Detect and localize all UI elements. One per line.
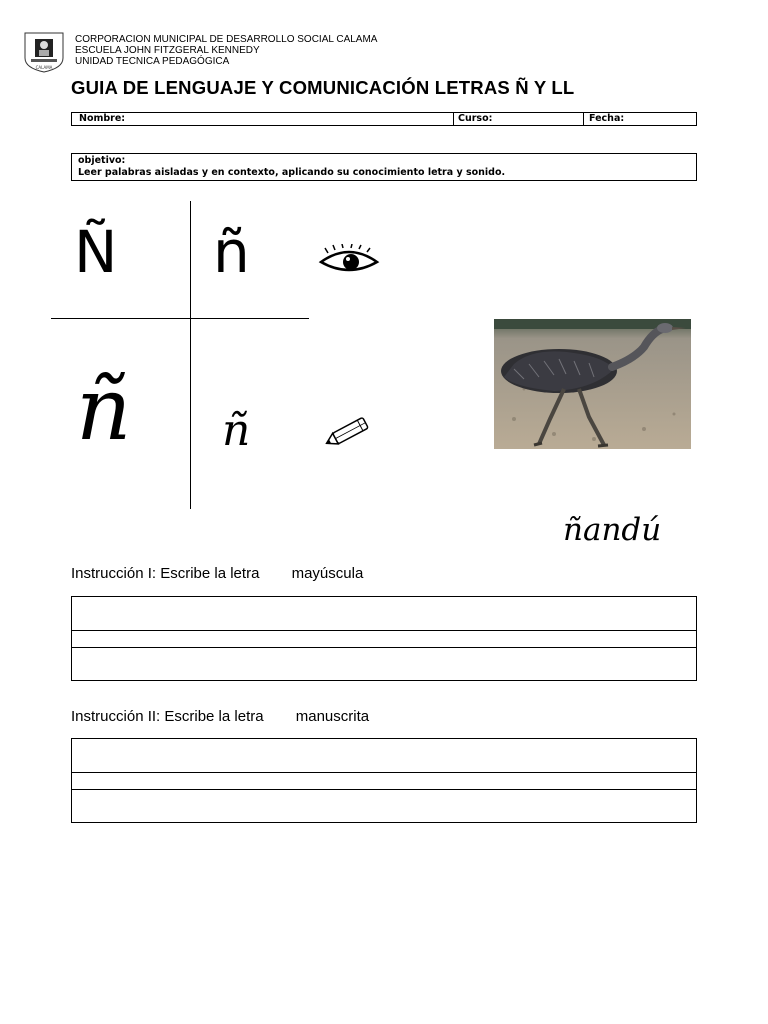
svg-text:CALAMA: CALAMA xyxy=(35,65,53,70)
course-field[interactable] xyxy=(453,113,583,125)
objective-box xyxy=(71,153,697,181)
date-label: Fecha: xyxy=(589,113,625,124)
uppercase-writing-area[interactable] xyxy=(71,596,697,681)
letter-lowercase-script: ñ xyxy=(222,405,251,456)
page-title: GUIA DE LENGUAJE Y COMUNICACIÓN LETRAS Ñ Y LL xyxy=(71,77,575,98)
instruction-2 xyxy=(71,708,369,725)
instruction-2-text: Instrucción II: Escribe la letra xyxy=(71,708,264,725)
letter-uppercase-print: Ñ xyxy=(74,218,118,286)
letter-uppercase-script: ñ xyxy=(76,360,132,460)
org-line-1: CORPORACION MUNICIPAL DE DESARROLLO SOCIAL CALAMA xyxy=(75,34,378,45)
example-word: ñandú xyxy=(563,512,662,548)
student-info-row xyxy=(71,112,697,126)
letter-lowercase-print: ñ xyxy=(213,218,250,286)
course-label: Curso: xyxy=(458,113,493,124)
date-field[interactable] xyxy=(583,113,696,125)
eye-icon xyxy=(318,244,380,278)
instruction-1 xyxy=(71,565,363,582)
writing-guide-line xyxy=(72,630,696,631)
rhea-bird-photo xyxy=(494,319,691,449)
writing-guide-line xyxy=(72,772,696,773)
name-field[interactable] xyxy=(72,113,453,125)
writing-guide-line xyxy=(72,789,696,790)
header-organization xyxy=(75,34,377,67)
instruction-1-text: Instrucción I: Escribe la letra xyxy=(71,565,260,582)
writing-guide-line xyxy=(72,647,696,648)
objective-text: Leer palabras aisladas y en contexto, aplicando su conocimiento letra y sonido. xyxy=(78,167,506,178)
name-label: Nombre: xyxy=(79,113,126,124)
org-line-2: ESCUELA JOHN FITZGERAL KENNEDY xyxy=(75,45,260,56)
instruction-1-kind: mayúscula xyxy=(291,565,364,582)
school-crest-icon xyxy=(22,30,66,74)
grid-vertical-divider xyxy=(190,201,191,509)
pencil-icon xyxy=(322,414,378,450)
objective-label: objetivo: xyxy=(78,155,126,166)
script-writing-area[interactable] xyxy=(71,738,697,823)
grid-horizontal-divider xyxy=(51,318,309,319)
org-line-3: UNIDAD TECNICA PEDAGÓGICA xyxy=(75,56,230,67)
instruction-2-kind: manuscrita xyxy=(295,708,370,725)
